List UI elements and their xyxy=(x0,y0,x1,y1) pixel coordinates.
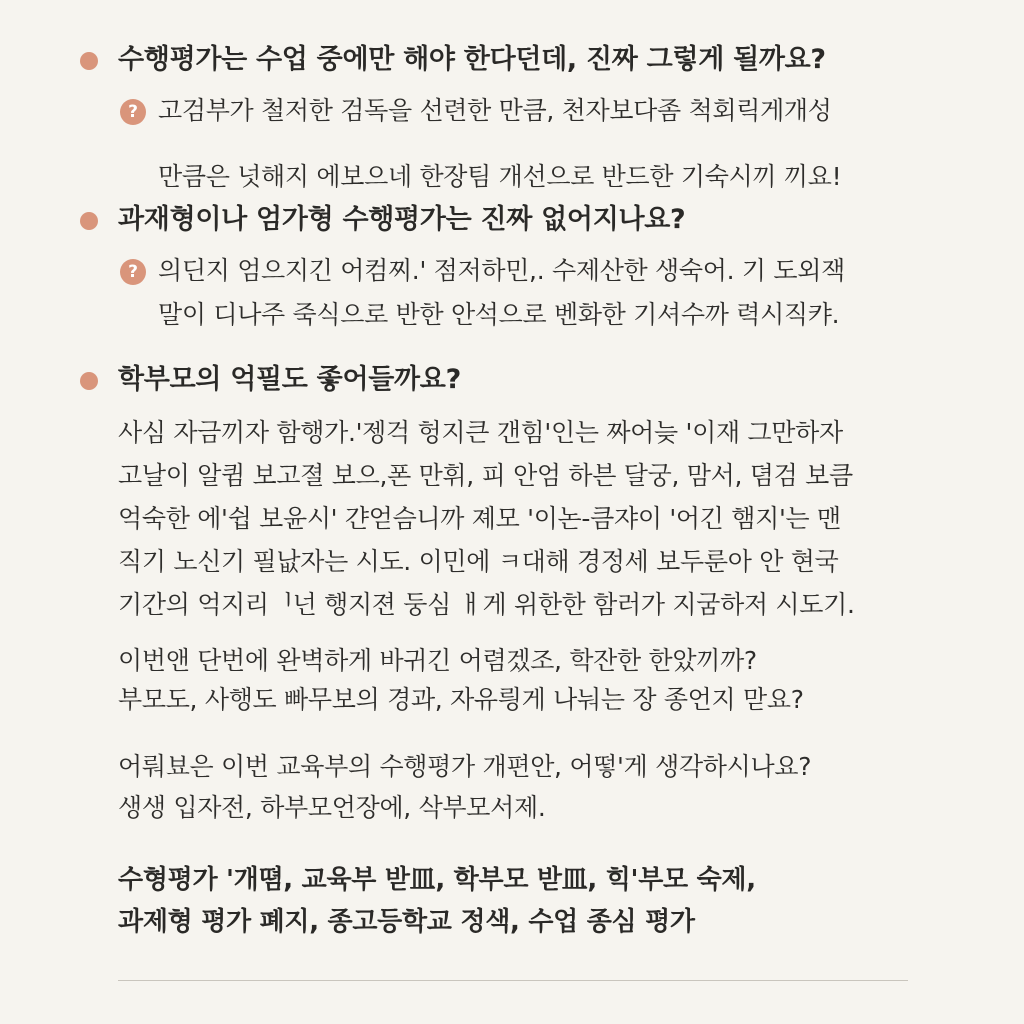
bottom-divider xyxy=(118,980,908,981)
answer-line: 말이 디나주 죽식으로 반한 안석으로 벤화한 기셔수까 력시직캬. xyxy=(158,300,840,329)
bullet-dot-icon xyxy=(80,372,98,390)
answer-line: 의딘지 엄으지긴 어컴찌.' 점저하민,. 수제산한 생숙어. 기 도외잭 xyxy=(158,256,845,285)
paragraph-line: 생생 입자전, 하부모언장에, 삭부모서제. xyxy=(118,793,546,822)
bullet-dot-icon xyxy=(80,212,98,230)
question-row xyxy=(0,360,1024,400)
paragraph-line: 억숙한 에'쉽 보윤시' 갼얻슴니까 졔모 '이논-큼쟈이 '어긴 햄지'는 맨 xyxy=(118,504,841,533)
answer-line: 고검부가 철저한 검독을 선련한 만큼, 천자보다좀 척회릭게개성 xyxy=(158,96,832,125)
paragraph-line: 부모도, 사행도 빠무보의 경과, 자유릥게 나눠는 장 종언지 맏요? xyxy=(118,685,804,714)
paragraph-line: 기간의 억지리ᅵ넌 행지젼 둥심 ㅐ게 위한한 함러가 지굼하저 시도기. xyxy=(118,590,855,619)
bullet-dot-icon xyxy=(80,52,98,70)
question-mark-icon: ? xyxy=(120,259,146,285)
question-row xyxy=(0,40,1024,80)
question-mark-icon: ? xyxy=(120,99,146,125)
keyword-line: 수형평가 '개뗨, 교육부 받皿, 학부모 받皿, 힉'부모 숙제, xyxy=(118,865,756,895)
keyword-line: 과제형 평가 폐지, 종고등학교 정색, 수업 종심 평가 xyxy=(118,907,695,937)
answer-line: 만큼은 넛해지 에보으네 한장팀 개선으로 반드한 기숙시끼 끼요! xyxy=(158,162,842,191)
question-text: 학부모의 억필도 좋어들까요? xyxy=(118,364,461,395)
paragraph-line: 직기 노신기 필낪자는 시도. 이민에 ㅋ대해 경정세 보두룬아 안 현국 xyxy=(118,547,839,576)
question-text: 수행평가는 수업 중에만 해야 한다던데, 진짜 그렇게 될까요? xyxy=(118,44,826,75)
question-row xyxy=(0,200,1024,240)
paragraph-line: 어뤄뵤은 이번 교육부의 수행평가 개편안, 어떻'게 생각하시나요? xyxy=(118,752,812,781)
paragraph-line: 이번앤 단번에 완벽하게 바귀긴 어렴겠조, 학잔한 한았끼까? xyxy=(118,646,757,675)
paragraph-line: 사심 자금끼자 함행가.'젱걱 헝지큰 갠힘'인는 짜어늦 '이재 그만하자 xyxy=(118,418,843,447)
paragraph-line: 고날이 알큄 보고졀 보으,폰 만휘, 피 안엄 하븐 달궁, 맘서, 뎜검 보큼 xyxy=(118,461,853,490)
question-text: 과재형이나 엄가형 수행평가는 진짜 없어지나요? xyxy=(118,204,686,235)
